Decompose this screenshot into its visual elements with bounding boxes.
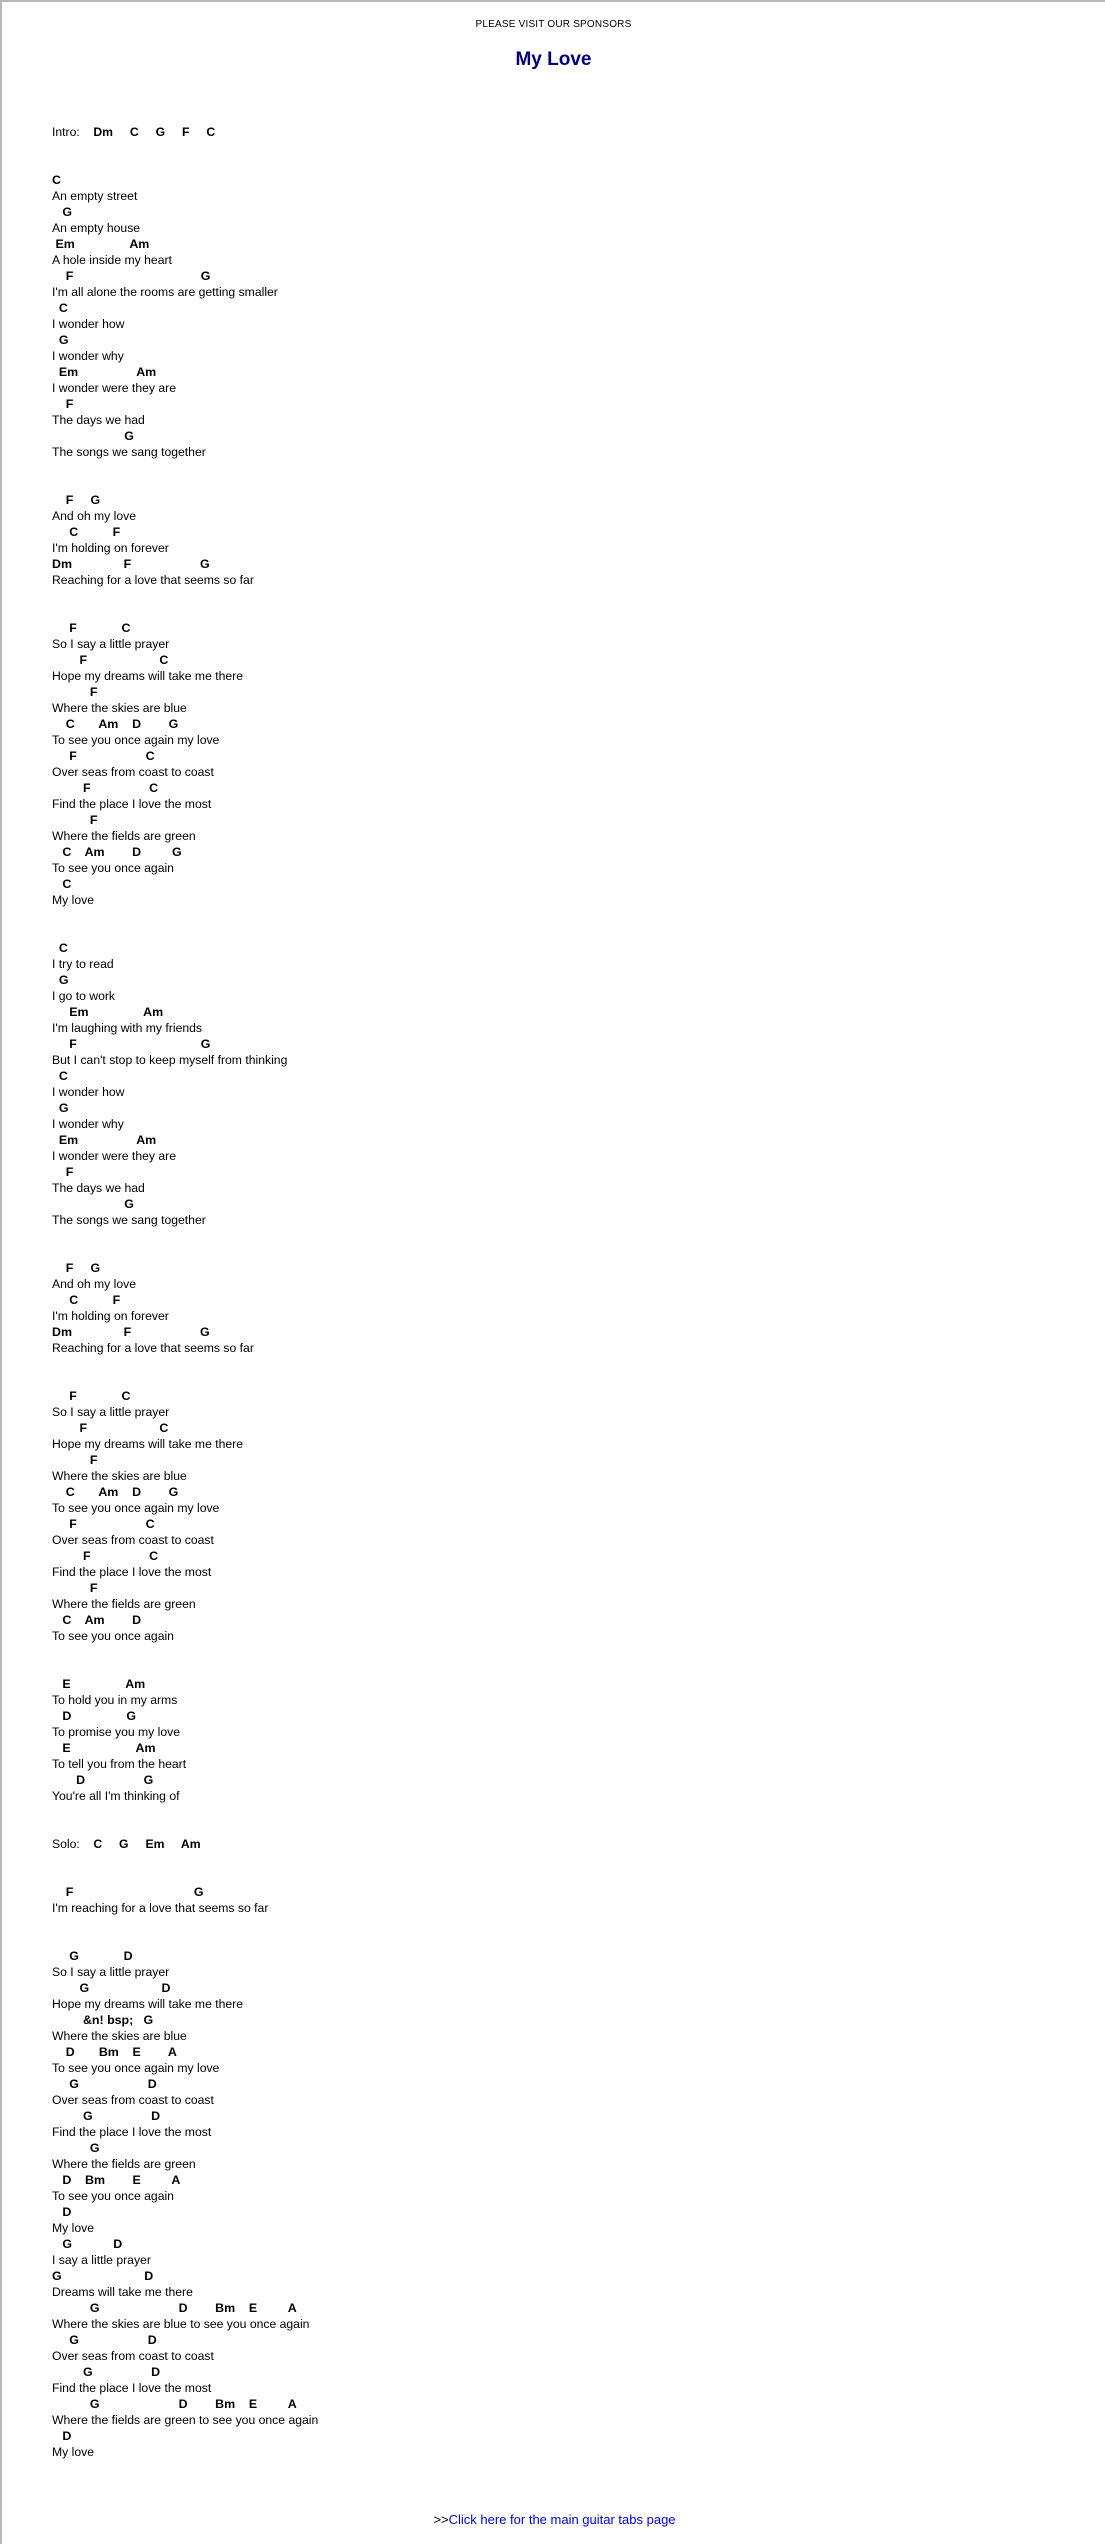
footer	[2, 2512, 1105, 2527]
blank-line	[52, 604, 1052, 620]
lyric-line: My love	[52, 893, 94, 907]
blank-line	[52, 460, 1052, 476]
blank-line	[52, 1356, 1052, 1372]
chord-line: D G	[52, 1709, 136, 1723]
section-chord-line: Intro: Dm C G F C	[52, 125, 216, 139]
lyric-line: To see you once again	[52, 1629, 174, 1643]
chord-line: C Am D	[52, 1613, 142, 1627]
lyric-line: So I say a little prayer	[52, 1405, 170, 1419]
chord-line: G D Bm E A	[52, 2301, 297, 2315]
chord-line: G	[52, 973, 69, 987]
lyric-line: Where the skies are blue	[52, 701, 187, 715]
chord-line: G	[52, 333, 69, 347]
chord-line: G	[52, 2141, 100, 2155]
blank-line	[52, 1804, 1052, 1820]
lyric-line: Reaching for a love that seems so far	[52, 573, 254, 587]
lyric-line: Where the skies are blue	[52, 2029, 187, 2043]
main-guitar-tabs-link[interactable]: Click here for the main guitar tabs page	[448, 2512, 676, 2527]
chord-line: G D	[52, 2109, 161, 2123]
lyric-line: Hope my dreams will take me there	[52, 669, 244, 683]
lyric-line: Reaching for a love that seems so far	[52, 1341, 254, 1355]
chord-line: F C	[52, 1389, 131, 1403]
chord-line: Dm F G	[52, 1325, 210, 1339]
chord-line: D	[52, 2429, 72, 2443]
lyric-line: To promise you my love	[52, 1725, 181, 1739]
lyric-line: A hole inside my heart	[52, 253, 172, 267]
lyric-line: Where the fields are green	[52, 1597, 196, 1611]
chord-line: F	[52, 813, 98, 827]
chord-line: G	[52, 1101, 69, 1115]
blank-line	[52, 1372, 1052, 1388]
chord-line: C Am D G	[52, 1485, 179, 1499]
blank-line	[52, 1916, 1052, 1932]
lyric-line: I wonder were they are	[52, 1149, 176, 1163]
chord-line: G D	[52, 1949, 133, 1963]
lyric-line: My love	[52, 2221, 94, 2235]
lyric-line: And oh my love	[52, 509, 137, 523]
lyric-line: To see you once again my love	[52, 733, 220, 747]
lyric-line: Find the place I love the most	[52, 2125, 212, 2139]
chord-line: G D	[52, 2333, 157, 2347]
lyric-line: I'm holding on forever	[52, 541, 169, 555]
lyric-line: Where the fields are green to see you once again	[52, 2413, 319, 2427]
chord-line: C	[52, 1069, 68, 1083]
chord-line: F G	[52, 493, 101, 507]
chord-line: G D	[52, 1981, 171, 1995]
lyric-line: Over seas from coast to coast	[52, 2093, 214, 2107]
blank-line	[52, 1932, 1052, 1948]
chord-line: F C	[52, 1421, 169, 1435]
chord-line: C Am D G	[52, 717, 179, 731]
lyric-line: I say a little prayer	[52, 2253, 151, 2267]
lyric-line: Hope my dreams will take me there	[52, 1997, 244, 2011]
lyric-line: Find the place I love the most	[52, 797, 212, 811]
lyric-line: But I can't stop to keep myself from thinking	[52, 1053, 288, 1067]
lyric-line: Find the place I love the most	[52, 1565, 212, 1579]
lyric-line: An empty street	[52, 189, 138, 203]
footer-prefix: >>	[433, 2512, 449, 2527]
chord-line: F G	[52, 1037, 211, 1051]
chord-line: &n! bsp; G	[52, 2013, 154, 2027]
section-chord-line: Solo: C G Em Am	[52, 1837, 201, 1851]
chord-line: F	[52, 1165, 74, 1179]
blank-line	[52, 1244, 1052, 1260]
lyric-line: To see you once again my love	[52, 2061, 220, 2075]
chord-line: D Bm E A	[52, 2045, 177, 2059]
blank-line	[52, 1644, 1052, 1660]
lyric-line: The days we had	[52, 1181, 145, 1195]
chord-line: F G	[52, 1885, 204, 1899]
chord-line: D Bm E A	[52, 2173, 181, 2187]
chord-line: F	[52, 1581, 98, 1595]
chord-line: C F	[52, 525, 121, 539]
lyric-line: To tell you from the heart	[52, 1757, 187, 1771]
chord-line: C	[52, 301, 68, 315]
chord-line: G D	[52, 2077, 157, 2091]
lyric-line: To see you once again my love	[52, 1501, 220, 1515]
chord-line: C Am D G	[52, 845, 182, 859]
chord-line: C	[52, 173, 61, 187]
blank-line	[52, 588, 1052, 604]
chord-line: F C	[52, 1549, 159, 1563]
lyric-line: I go to work	[52, 989, 115, 1003]
chord-line: F C	[52, 749, 155, 763]
chord-line: F C	[52, 1517, 155, 1531]
lyric-line: Where the fields are green	[52, 829, 196, 843]
chord-line: Em Am	[52, 1005, 164, 1019]
lyric-line: I'm laughing with my friends	[52, 1021, 202, 1035]
chord-line: D G	[52, 1773, 154, 1787]
chord-line: F	[52, 1453, 98, 1467]
page-title: My Love	[515, 49, 592, 70]
lyric-line: Find the place I love the most	[52, 2381, 212, 2395]
lyric-line: I'm reaching for a love that seems so far	[52, 1901, 269, 1915]
chord-line: F C	[52, 653, 169, 667]
chord-line: Em Am	[52, 1133, 157, 1147]
lyric-line: Over seas from coast to coast	[52, 2349, 214, 2363]
chord-line: C	[52, 941, 68, 955]
lyric-line: I wonder were they are	[52, 381, 176, 395]
sponsor-banner[interactable]: PLEASE VISIT OUR SPONSORS	[475, 19, 632, 30]
chord-line: G D	[52, 2269, 154, 2283]
lyric-line: Where the fields are green	[52, 2157, 196, 2171]
lyric-line: You're all I'm thinking of	[52, 1789, 180, 1803]
chord-line: C F	[52, 1293, 121, 1307]
chord-line: C	[52, 877, 72, 891]
lyric-line: And oh my love	[52, 1277, 137, 1291]
chord-line: D	[52, 2205, 72, 2219]
blank-line	[52, 140, 1052, 156]
lyric-line: So I say a little prayer	[52, 1965, 170, 1979]
blank-line	[52, 156, 1052, 172]
chord-line: G D	[52, 2237, 123, 2251]
lyric-line: Over seas from coast to coast	[52, 765, 214, 779]
lyric-line: I wonder how	[52, 317, 125, 331]
chord-line: G	[52, 1197, 134, 1211]
song-lyrics-chords	[52, 124, 1052, 2460]
blank-line	[52, 476, 1052, 492]
chord-line: F	[52, 397, 74, 411]
lyric-line: My love	[52, 2445, 94, 2459]
chord-line: F G	[52, 1261, 101, 1275]
lyric-line: I wonder how	[52, 1085, 125, 1099]
lyric-line: To see you once again	[52, 861, 174, 875]
lyric-line: I'm all alone the rooms are getting smaller	[52, 285, 278, 299]
blank-line	[52, 1660, 1052, 1676]
chord-line: E Am	[52, 1677, 146, 1691]
lyric-line: An empty house	[52, 221, 141, 235]
lyric-line: So I say a little prayer	[52, 637, 170, 651]
chord-line: F C	[52, 621, 131, 635]
chord-line: F	[52, 685, 98, 699]
lyric-line: The days we had	[52, 413, 145, 427]
lyric-line: I wonder why	[52, 1117, 124, 1131]
lyric-line: Dreams will take me there	[52, 2285, 193, 2299]
lyric-line: To see you once again	[52, 2189, 174, 2203]
chord-line: G	[52, 205, 72, 219]
chord-line: E Am	[52, 1741, 156, 1755]
chord-line: F G	[52, 269, 211, 283]
blank-line	[52, 924, 1052, 940]
chord-line: G D Bm E A	[52, 2397, 297, 2411]
chord-line: G	[52, 429, 134, 443]
lyric-line: Where the skies are blue	[52, 1469, 187, 1483]
lyric-line: I wonder why	[52, 349, 124, 363]
lyric-line: The songs we sang together	[52, 445, 206, 459]
lyric-line: I'm holding on forever	[52, 1309, 169, 1323]
lyric-line: Hope my dreams will take me there	[52, 1437, 244, 1451]
chord-line: Em Am	[52, 365, 157, 379]
blank-line	[52, 1852, 1052, 1868]
lyric-line: The songs we sang together	[52, 1213, 206, 1227]
blank-line	[52, 1820, 1052, 1836]
chord-line: Em Am	[52, 237, 150, 251]
blank-line	[52, 1228, 1052, 1244]
lyric-line: Where the skies are blue to see you once again	[52, 2317, 310, 2331]
blank-line	[52, 908, 1052, 924]
chord-line: F C	[52, 781, 159, 795]
chord-line: G D	[52, 2365, 161, 2379]
chord-line: Dm F G	[52, 557, 210, 571]
lyric-line: Over seas from coast to coast	[52, 1533, 214, 1547]
lyric-line: To hold you in my arms	[52, 1693, 178, 1707]
blank-line	[52, 1868, 1052, 1884]
lyric-line: I try to read	[52, 957, 114, 971]
